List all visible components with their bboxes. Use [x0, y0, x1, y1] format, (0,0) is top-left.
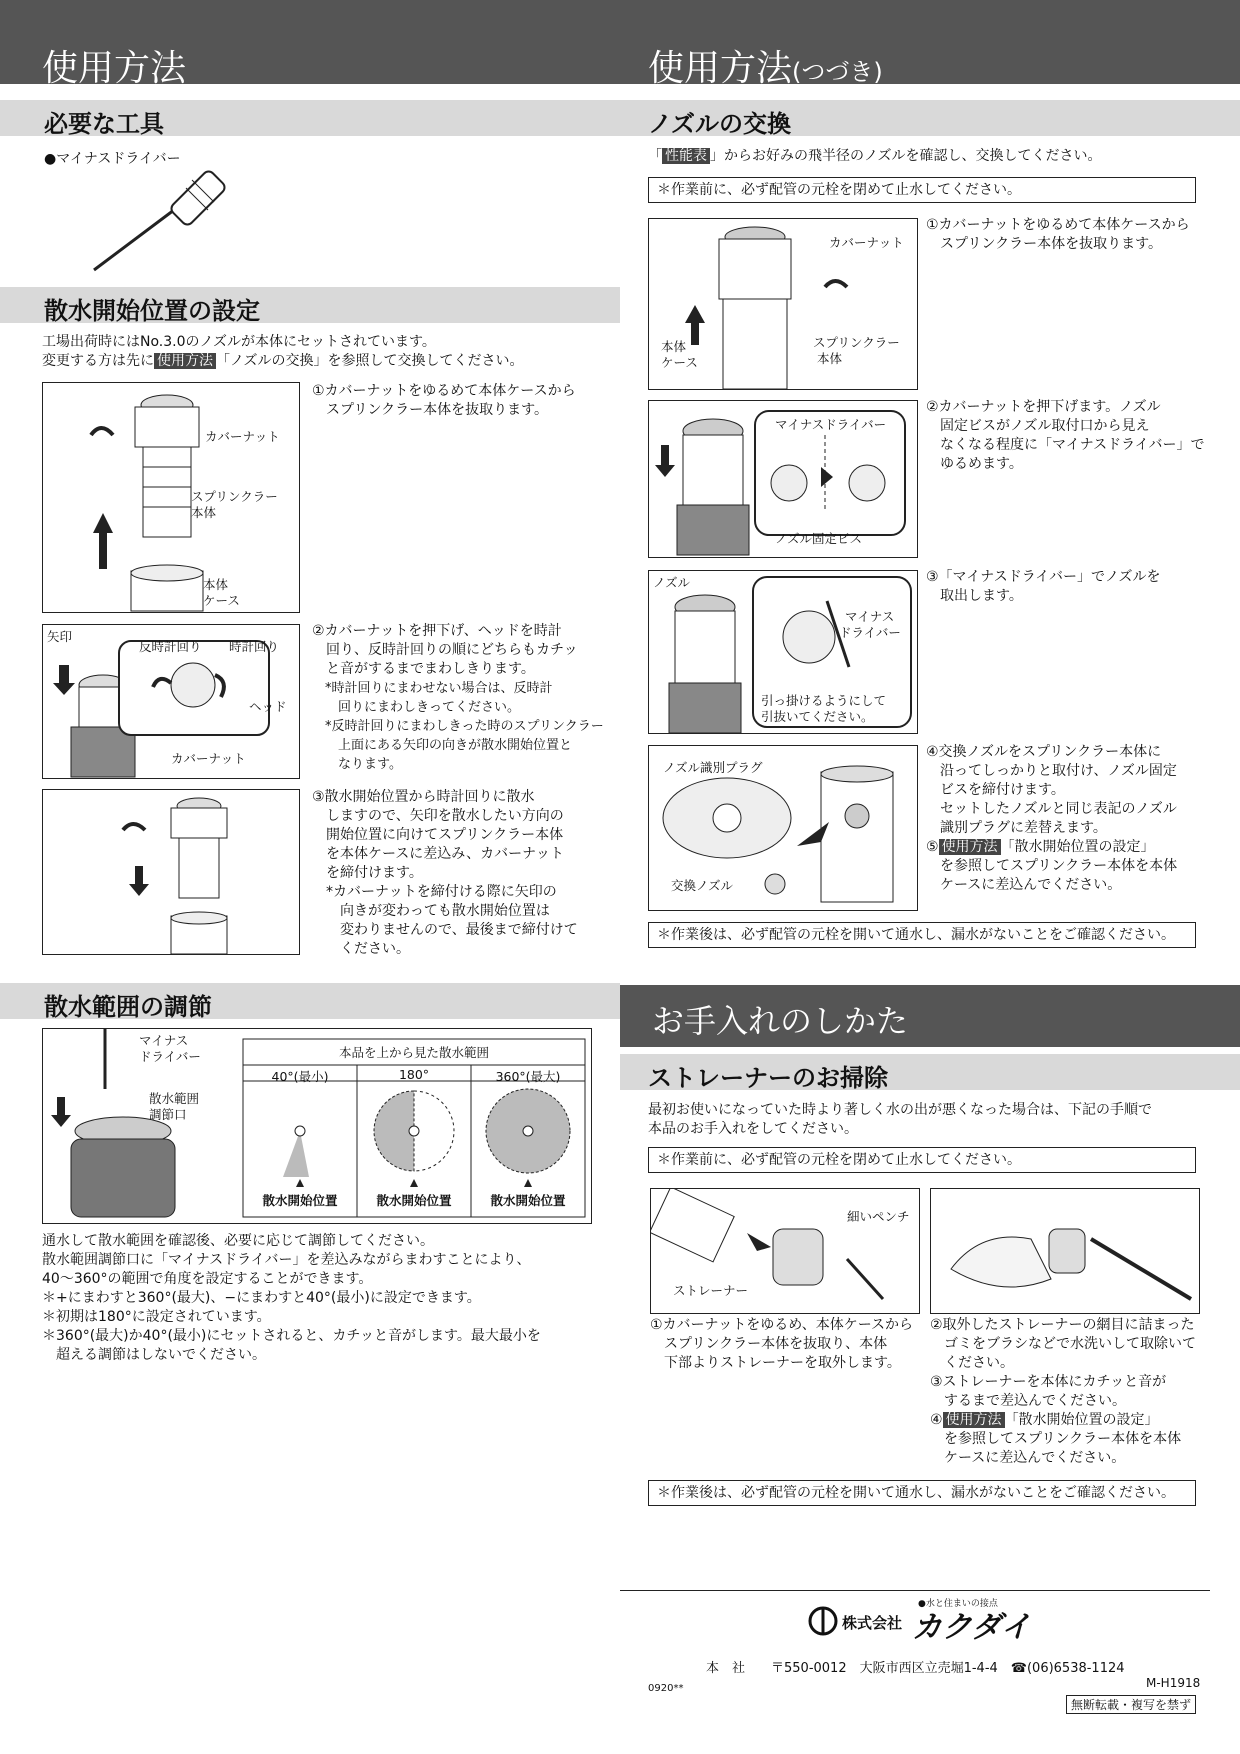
start-label-1: 散水開始位置: [262, 1193, 338, 1208]
label-strainer: ストレーナー: [673, 1283, 749, 1298]
label-arrow: 矢印: [47, 629, 73, 644]
label-ccw: 反時計回り: [139, 639, 202, 654]
label-driver-4: マイナスドライバー: [775, 417, 887, 432]
label-body-1: スプリンクラー: [191, 489, 278, 504]
figure-strainer-clean: [930, 1188, 1200, 1314]
label-plug: ノズル識別プラグ: [663, 760, 763, 775]
down-arrow-icon: [51, 1097, 71, 1127]
range-col-40: 40°(最小): [271, 1069, 329, 1084]
label-nozzle: ノズル: [653, 575, 691, 590]
label-port-1: 散水範囲: [149, 1091, 200, 1106]
nozzle-step-3: ③「マイナスドライバー」でノズルを 取出します。: [926, 569, 1161, 604]
page-title-right: 使用方法(つづき): [648, 48, 883, 89]
label-hook-2: 引抜いてください。: [761, 709, 874, 724]
start-step-3: ③散水開始位置から時計回りに散水 しますので、矢印を散水したい方向の 開始位置に向けてスプリンクラー本体 を本体ケースに差込み、カバーナット を締付けます。 *カバーナットを締付ける際に矢印の 向きが変わっても散水開始位置は 変わりませんので、最後まで締付けて ください。: [312, 789, 578, 957]
start-intro-2: 変更する方は先に 使用方法 「ノズルの交換」を参照して交換してください。: [42, 353, 524, 369]
nozzle-note-before: ＊作業前に、必ず配管の元栓を閉めて止水してください。: [648, 177, 1196, 203]
nozzle-step-1: ①カバーナットをゆるめて本体ケースから スプリンクラー本体を抜取ります。: [926, 217, 1190, 252]
label-driver-5b: ドライバー: [839, 625, 901, 640]
label-body-3a: スプリンクラー: [813, 335, 900, 350]
section-range: 散水範囲の調節: [0, 983, 620, 1019]
label-driver-2: ドライバー: [139, 1049, 201, 1064]
care-note-before: ＊作業前に、必ず配管の元栓を閉めて止水してください。: [648, 1147, 1196, 1173]
section-strainer: ストレーナーのお掃除: [620, 1054, 1240, 1090]
figure-range: [42, 1028, 592, 1224]
footer-divider: [620, 1590, 1210, 1591]
label-cw: 時計回り: [229, 639, 280, 654]
screwdriver-icon: [90, 158, 240, 278]
range-text: 通水して散水範囲を確認後、必要に応じて調節してください。 散水範囲調節口に「マイナスドライバー」を差込みながらまわすことにより、 40～360°の範囲で角度を設定することができます。 ＊+にまわすと360°(最大)、−にまわすと40°(最小)に設定できます。 ＊初期は180°に設定されています。 ＊360°(最大)か40°(最小)にセットされると、カチッと音がします。最大最小を 超える調節はしないでください。: [42, 1233, 541, 1363]
figure-remove-body: [42, 382, 300, 613]
nozzle-intro: 「 性能表 」からお好みの飛半径のノズルを確認し、交換してください。: [648, 148, 1102, 164]
start-step-2: ②カバーナットを押下げ、ヘッドを時計 回り、反時計回りの順にどちらもカチッ と音がするまでまわしきります。 *時計回りにまわせない場合は、反時計 回りにまわしきってください。 *反時計回りにまわしきった時のスプリンクラー 上面にある矢印の向きが散水開始位置と なります。: [312, 623, 604, 772]
copy-notice: 無断転載・複写を禁ず: [1066, 1695, 1196, 1714]
label-pliers: 細いペンチ: [847, 1209, 910, 1224]
label-body-3b: 本体: [817, 351, 843, 366]
label-driver-5a: マイナス: [845, 609, 895, 624]
label-driver-1: マイナス: [139, 1033, 189, 1048]
figure-extract-nozzle: [648, 570, 918, 734]
footer-tagline: ●水と住まいの接点: [918, 1599, 998, 1609]
figure-strainer-remove: [650, 1188, 920, 1314]
company-name: カクダイ: [912, 1610, 1031, 1645]
label-screw: ノズル固定ビス: [775, 531, 863, 546]
label-new-nozzle: 交換ノズル: [671, 878, 734, 893]
figure-loosen-screw: [648, 400, 918, 558]
figure-nozzle-remove: [648, 218, 918, 390]
range-col-360: 360°(最大): [495, 1069, 561, 1084]
care-title: お手入れのしかた: [652, 1002, 909, 1040]
rotate-arrow-icon: [91, 428, 113, 435]
label-cover-nut: カバーナット: [205, 429, 280, 444]
arrow-icon: [747, 1233, 771, 1251]
label-case-2: ケース: [203, 593, 240, 608]
doc-code-left: 0920**: [648, 1683, 684, 1694]
care-note-after: ＊作業後は、必ず配管の元栓を開いて通水し、漏水がないことをご確認ください。: [648, 1480, 1196, 1506]
figure-replace-nozzle: [648, 745, 918, 911]
up-arrow-icon: [685, 305, 705, 345]
section-tools: 必要な工具: [0, 100, 620, 136]
company-logo-icon: [808, 1606, 838, 1636]
label-head: ヘッド: [249, 699, 287, 714]
page-title-left: 使用方法: [42, 48, 187, 89]
rotate-arrow-icon: [123, 824, 145, 830]
figure-insert-body: [42, 789, 300, 955]
down-arrow-icon: [655, 445, 675, 477]
nozzle-note-after: ＊作業後は、必ず配管の元栓を開いて通水し、漏水がないことをご確認ください。: [648, 922, 1196, 948]
care-intro: 最初お使いになっていた時より著しく水の出が悪くなった場合は、下記の手順で 本品のお手入れをしてください。: [648, 1102, 1152, 1137]
start-intro-1: 工場出荷時にはNo.3.0のノズルが本体にセットされています。: [42, 334, 436, 350]
company-address: 本 社 〒550-0012 大阪市西区立売堀1-4-4 ☎(06)6538-1124: [706, 1661, 1125, 1676]
company-prefix: 株式会社: [842, 1614, 903, 1632]
label-case-1: 本体: [203, 577, 229, 592]
label-hook-1: 引っ掛けるようにして: [761, 693, 887, 708]
start-label-3: 散水開始位置: [490, 1193, 566, 1208]
section-nozzle: ノズルの交換: [620, 100, 1240, 136]
care-step-1: ①カバーナットをゆるめ、本体ケースから スプリンクラー本体を抜取り、本体 下部よりストレーナーを取外します。: [650, 1317, 914, 1371]
label-port-2: 調節口: [149, 1107, 187, 1122]
start-step-1: ①カバーナットをゆるめて本体ケースから スプリンクラー本体を抜取ります。: [312, 383, 576, 418]
range-col-180: 180°: [398, 1067, 430, 1082]
up-arrow-icon: [93, 513, 113, 569]
start-label-2: 散水開始位置: [376, 1193, 452, 1208]
label-case-3a: 本体: [661, 339, 687, 354]
rotate-arrow-icon: [825, 281, 847, 287]
range-table-title: 本品を上から見た散水範囲: [338, 1045, 489, 1060]
tool-item: ●マイナスドライバー: [44, 151, 181, 167]
label-cover-nut-3: カバーナット: [829, 235, 904, 250]
label-case-3b: ケース: [661, 355, 698, 370]
brush-icon: [1091, 1239, 1191, 1299]
nozzle-step-2: ②カバーナットを押下げます。ノズル 固定ビスがノズル取付口から見え なくなる程度に「マイナスドライバー」で ゆるめます。: [926, 399, 1205, 472]
doc-code-right: M-H1918: [1146, 1676, 1201, 1690]
down-arrow-icon: [129, 866, 149, 896]
label-body-2: 本体: [191, 505, 217, 520]
care-step-2: ②取外したストレーナーの網目に詰まった ゴミをブラシなどで水洗いして取除いて ください。 ③ストレーナーを本体にカチッと音が するまで差込んでください。 ④ 使用方法 「散水開始位置の設定」 を参照してスプリンクラー本体を本体 ケースに差込んでください。: [930, 1317, 1196, 1466]
label-cover-nut-2: カバーナット: [171, 751, 246, 766]
nozzle-step-4: ④交換ノズルをスプリンクラー本体に 沿ってしっかりと取付け、ノズル固定 ビスを締付けます。 セットしたノズルと同じ表記のノズル 識別プラグに差替えます。 ⑤ 使用方法 「散水開始位置の設定」 を参照してスプリンクラー本体を本体 ケースに差込んでください。: [926, 744, 1178, 893]
section-start-position: 散水開始位置の設定: [0, 287, 620, 323]
figure-rotate-head: [42, 624, 300, 779]
down-arrow-icon: [53, 665, 75, 695]
